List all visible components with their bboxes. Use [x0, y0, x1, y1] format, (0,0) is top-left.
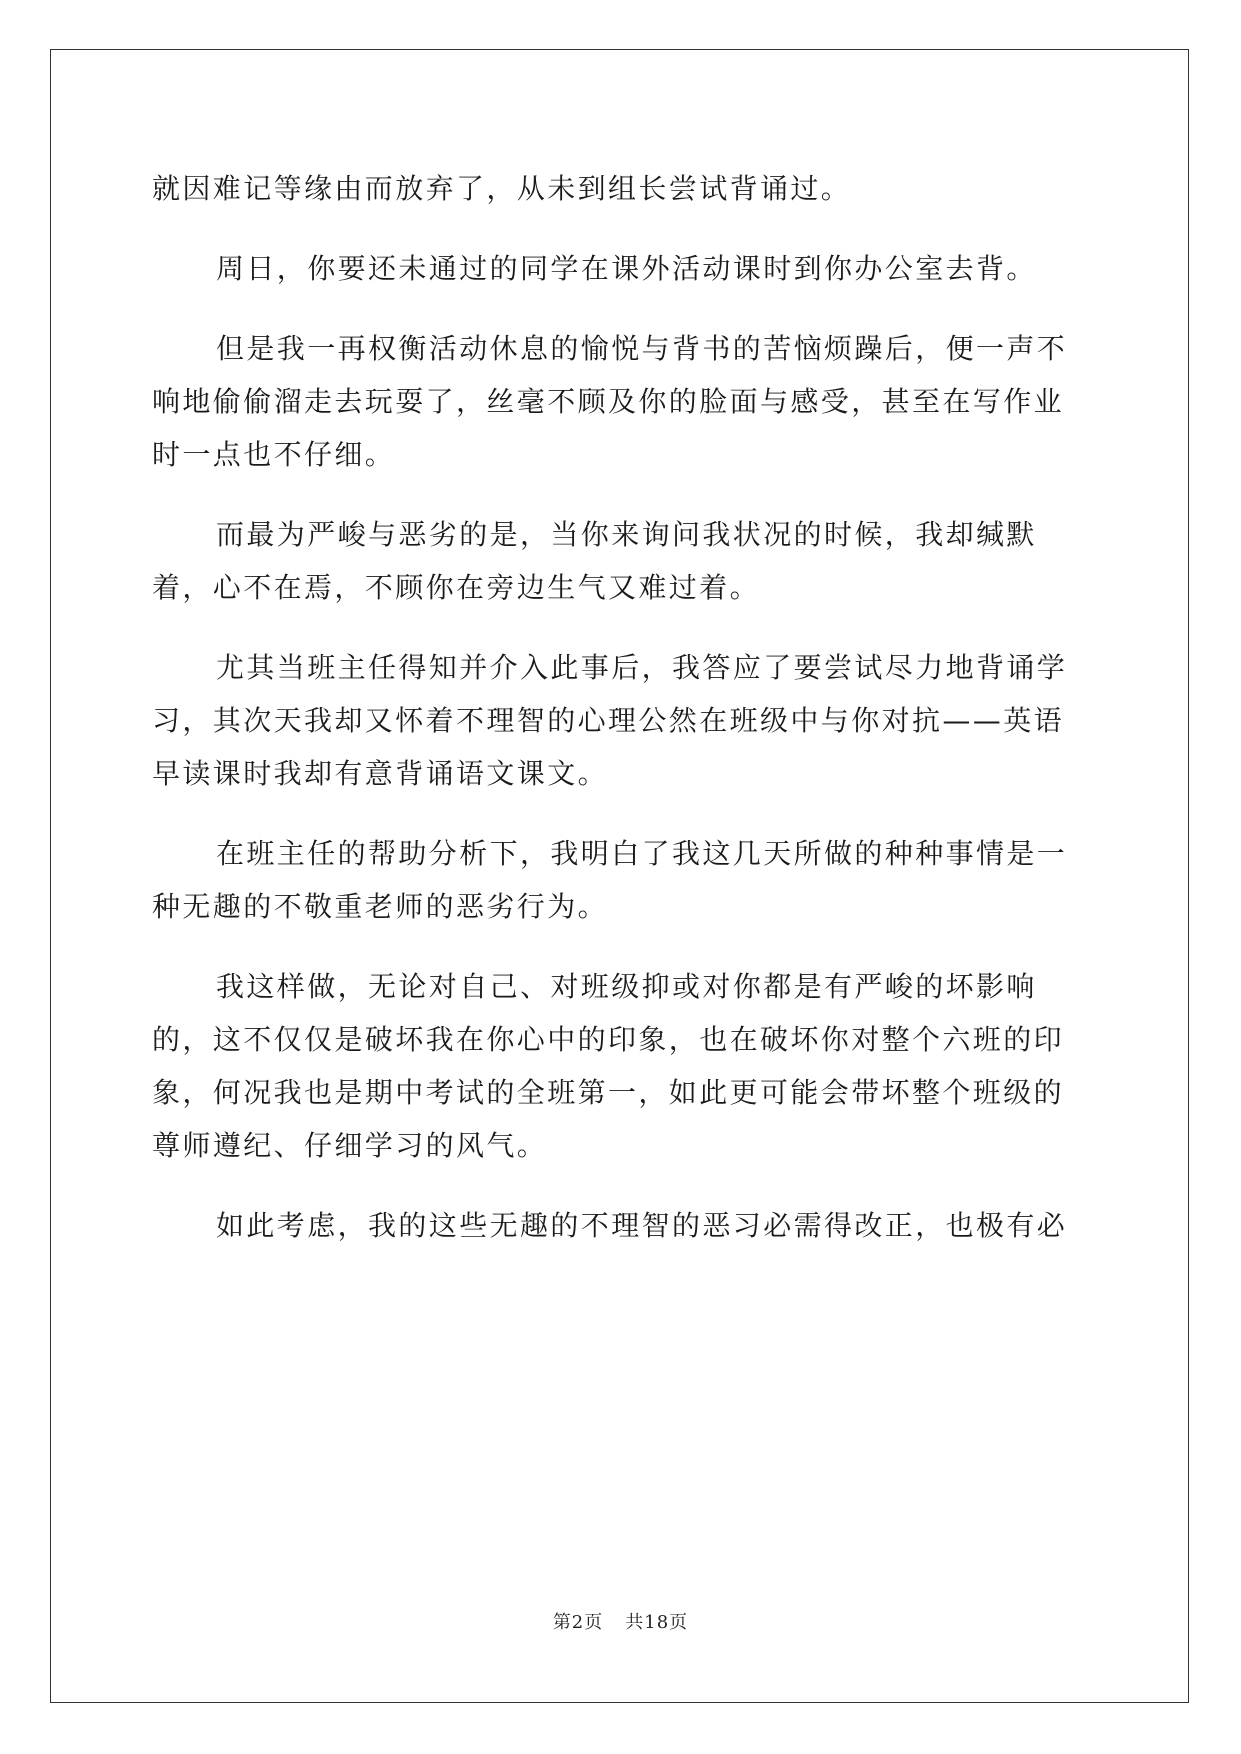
paragraph-3: 但是我一再权衡活动休息的愉悦与背书的苦恼烦躁后，便一声不响地偷偷溜走去玩耍了，丝毫不顾及你的脸面与感受，甚至在写作业时一点也不仔细。	[152, 332, 1068, 471]
paragraph-7: 我这样做，无论对自己、对班级抑或对你都是有严峻的坏影响的，这不仅仅是破坏我在你心中的印象，也在破坏你对整个六班的印象，何况我也是期中考试的全班第一，如此更可能会带坏整个班级的尊师遵纪、仔细学习的风气。	[152, 970, 1065, 1162]
document-body	[152, 162, 1092, 1279]
paragraph-8: 如此考虑，我的这些无趣的不理智的恶习必需得改正，也极有必	[216, 1209, 1068, 1242]
paragraph-1: 就因难记等缘由而放弃了，从未到组长尝试背诵过。	[152, 172, 852, 205]
paragraph-6: 在班主任的帮助分析下，我明白了我这几天所做的种种事情是一种无趣的不敬重老师的恶劣行为。	[152, 837, 1068, 923]
paragraph-4: 而最为严峻与恶劣的是，当你来询问我状况的时候，我却缄默着，心不在焉，不顾你在旁边生气又难过着。	[152, 518, 1037, 604]
paragraph-5: 尤其当班主任得知并介入此事后，我答应了要尝试尽力地背诵学习，其次天我却又怀着不理智的心理公然在班级中与你对抗——英语早读课时我却有意背诵语文课文。	[152, 651, 1068, 790]
page-number: 第2页	[552, 1612, 604, 1633]
paragraph-2: 周日，你要还未通过的同学在课外活动课时到你办公室去背。	[216, 252, 1037, 285]
page-total: 共18页	[625, 1612, 689, 1633]
page-footer	[0, 1608, 1241, 1634]
